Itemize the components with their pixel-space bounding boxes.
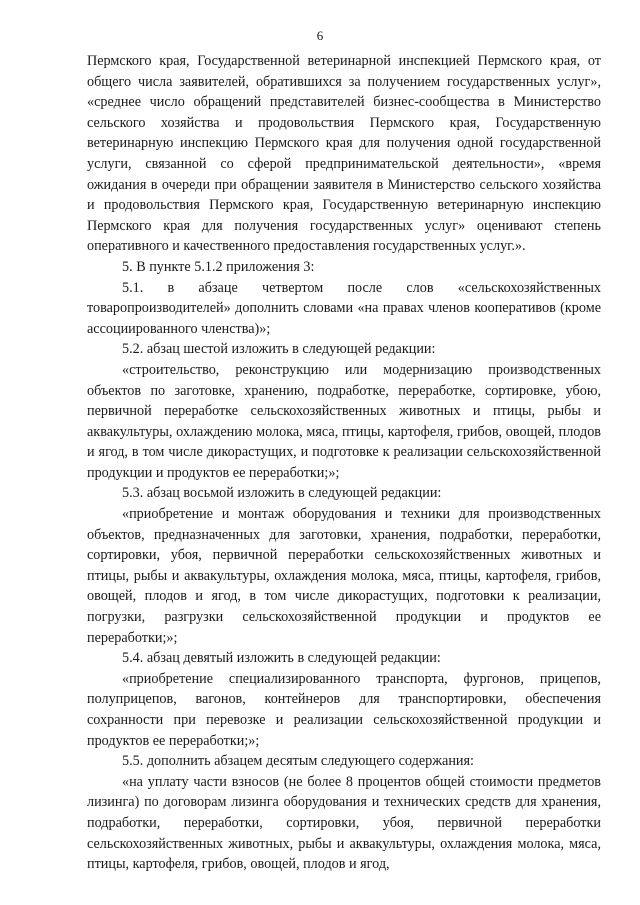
paragraph-continuation: Пермского края, Государственной ветеринарной инспекцией Пермского края, от общего числа заявителей, обратившихся за получением государственных услуг», «среднее число обращений представителей бизнес-сообщества в Министерство сельского хозяйства и продовольствия Пермского края, Государственную ветеринарную инспекцию Пермского края для получения одной государственной услуги, связанной со сферой предпринимательской деятельности», «время ожидания в очереди при обращении заявителя в Министерство сельского хозяйства и продовольствия Пермского края, Государственную ветеринарную инспекцию Пермского края для получения государственных услуг» оценивают степень оперативного и качественного предоставления государственных услуг.». bbox=[87, 53, 601, 255]
paragraph-item-5: 5. В пункте 5.1.2 приложения 3: bbox=[122, 258, 315, 275]
paragraph-quote-5-3: «приобретение и монтаж оборудования и техники для производственных объектов, предназначенных для заготовки, хранения, подработки, переработки, сортировки, убоя, первичной переработки сельскохозяйственных животных и птицы, рыбы и аквакультуры, охлаждения молока, мяса, птицы, картофеля, грибов, овощей, плодов и ягод, в том числе дикорастущих, подготовки к реализации, погрузки, разгрузки сельскохозяйственной продукции и продуктов ее переработки;»; bbox=[87, 506, 601, 646]
paragraph-quote-5-4: «приобретение специализированного транспорта, фургонов, прицепов, полуприцепов, вагонов, контейнеров для транспортировки, обеспечения сохранности при перевозке и реализации сельскохозяйственной продукции и продуктов ее переработки;»; bbox=[87, 670, 601, 749]
paragraph-item-5-1: 5.1. в абзаце четвертом после слов «сельскохозяйственных товаропроизводителей» дополнить словами «на правах членов кооперативов (кроме ассоциированного членства)»; bbox=[87, 279, 601, 337]
page-number: 6 bbox=[316, 28, 324, 43]
paragraph-item-5-5: 5.5. дополнить абзацем десятым следующего содержания: bbox=[122, 753, 474, 770]
document-body bbox=[87, 51, 601, 875]
paragraph-quote-5-2: «строительство, реконструкцию или модернизацию производственных объектов по заготовке, хранению, подработке, переработке, сортировке, убою, первичной переработке сельскохозяйственных животных и птицы, рыбы и аквакультуры, охлаждению молока, мяса, птицы, картофеля, грибов, овощей, плодов и ягод, в том числе дикорастущих, и подготовке к реализации сельскохозяйственной продукции и продуктов ее переработки;»; bbox=[87, 361, 601, 481]
paragraph-item-5-4: 5.4. абзац девятый изложить в следующей редакции: bbox=[122, 650, 441, 667]
paragraph-item-5-3: 5.3. абзац восьмой изложить в следующей редакции: bbox=[122, 485, 442, 502]
paragraph-item-5-2: 5.2. абзац шестой изложить в следующей редакции: bbox=[122, 341, 436, 358]
paragraph-quote-5-5: «на уплату части взносов (не более 8 процентов общей стоимости предметов лизинга) по договорам лизинга оборудования и технических средств для хранения, подработки, переработки, сортировки, убоя, первичной переработки сельскохозяйственных животных, рыбы и аквакультуры, охлаждения молока, мяса, птицы, картофеля, грибов, овощей, плодов и ягод, bbox=[87, 773, 601, 873]
